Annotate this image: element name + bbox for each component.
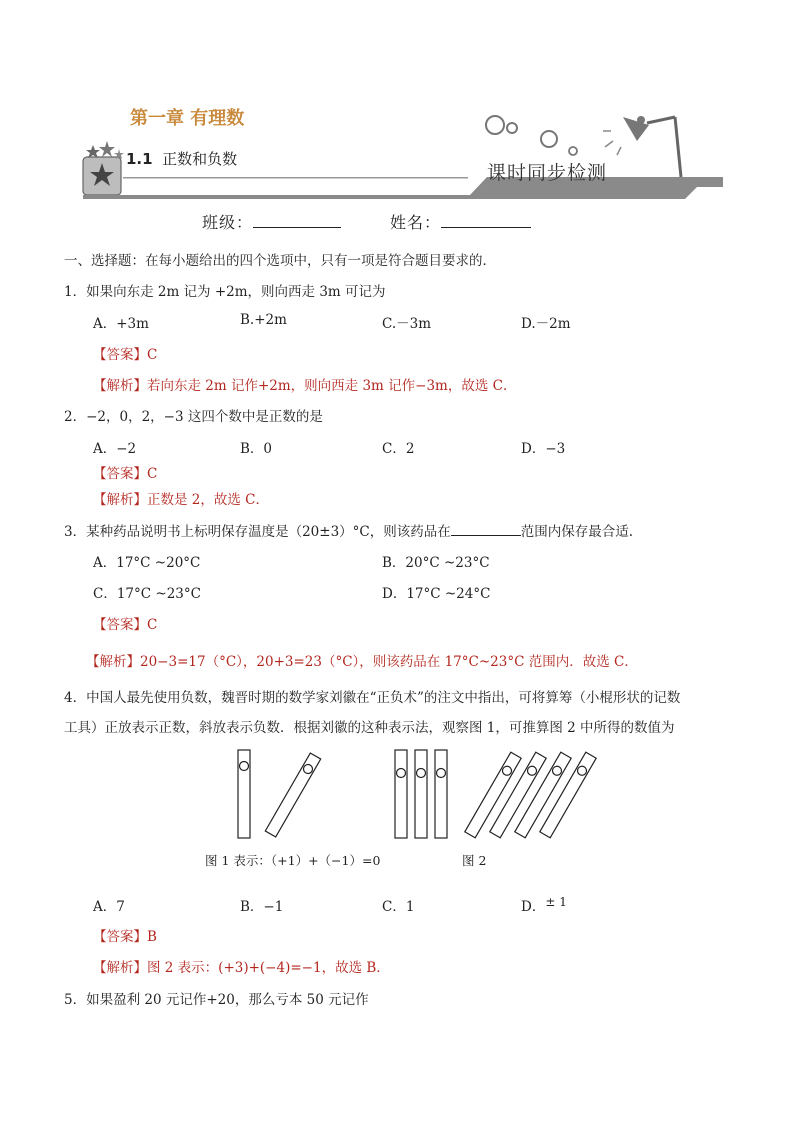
analysis-tag: 【解析】 bbox=[93, 960, 147, 976]
q2-option-c: C．2 bbox=[382, 441, 415, 457]
answer-tag: 【答案】 bbox=[93, 929, 147, 945]
q4-stem-line1: 4．中国人最先使用负数，魏晋时期的数学家刘徽在“正负术”的注文中指出，可将算筹（小棍形状的记数 bbox=[64, 690, 681, 706]
q4-stem-line2: 工具）正放表示正数，斜放表示负数．根据刘徽的这种表示法，观察图 1，可推算图 2 中所得的数值为 bbox=[64, 720, 675, 736]
analysis-tag: 【解析】 bbox=[93, 492, 147, 508]
q1-answer: 【答案】C bbox=[93, 347, 158, 363]
name-label: 姓名： bbox=[390, 213, 442, 232]
lamp-icon bbox=[603, 116, 681, 177]
q3-answer: 【答案】C bbox=[93, 617, 158, 633]
q5-stem: 5．如果盈利 20 元记作+20，那么亏本 50 元记作 bbox=[64, 992, 369, 1008]
q1-option-d: D.－2m bbox=[521, 316, 571, 332]
q1-option-b: B.+2m bbox=[240, 312, 287, 328]
q4-option-c: C．1 bbox=[382, 899, 415, 915]
class-field bbox=[202, 210, 341, 233]
star-badge-icon bbox=[83, 141, 124, 195]
answer-tag: 【答案】 bbox=[93, 466, 147, 482]
q4-option-a: A．7 bbox=[93, 899, 125, 915]
q4-option-b: B．−1 bbox=[240, 899, 284, 915]
analysis-tag: 【解析】 bbox=[86, 654, 140, 670]
fig1-upright-rod bbox=[238, 750, 250, 838]
q3-option-a: A．17°C ~20°C bbox=[93, 555, 201, 571]
analysis-tag: 【解析】 bbox=[93, 378, 147, 394]
section-intro: 一、选择题：在每小题给出的四个选项中，只有一项是符合题目要求的． bbox=[64, 253, 496, 269]
q2-stem: 2．−2，0，2，−3 这四个数中是正数的是 bbox=[64, 409, 323, 425]
name-blank[interactable] bbox=[441, 213, 531, 228]
answer-tag: 【答案】 bbox=[93, 617, 147, 633]
q3-stem: 3．某种药品说明书上标明保存温度是（20±3）°C，则该药品在 范围内保存最合适. bbox=[64, 524, 634, 540]
fig2-caption: 图 2 bbox=[462, 853, 487, 868]
q1-stem: 1．如果向东走 2m 记为 +2m，则向西走 3m 可记为 bbox=[64, 284, 386, 300]
q1-option-a: A．+3m bbox=[93, 316, 149, 332]
q1-analysis: 【解析】若向东走 2m 记作+2m，则向西走 3m 记作−3m，故选 C． bbox=[93, 378, 517, 394]
section-number: 1.1 bbox=[126, 150, 153, 168]
q2-answer: 【答案】C bbox=[93, 466, 158, 482]
q2-option-b: B．0 bbox=[240, 441, 273, 457]
fig1-caption: 图 1 表示：（+1）+（−1）=0 bbox=[205, 853, 381, 868]
q2-option-d: D．−3 bbox=[521, 441, 566, 457]
class-blank[interactable] bbox=[253, 213, 341, 228]
fig1-slanted-rod bbox=[265, 753, 320, 837]
q3-option-c: C．17°C ~23°C bbox=[93, 586, 201, 602]
q4-answer: 【答案】B bbox=[93, 929, 157, 945]
answer-tag: 【答案】 bbox=[93, 347, 147, 363]
counting-rods-figure bbox=[225, 745, 645, 845]
section-title bbox=[126, 148, 237, 169]
q3-blank[interactable] bbox=[451, 523, 521, 536]
class-label: 班级： bbox=[202, 213, 254, 232]
q4-analysis: 【解析】图 2 表示：(+3)+(−4)=−1，故选 B． bbox=[93, 960, 390, 976]
name-field bbox=[390, 210, 531, 233]
q2-analysis: 【解析】正数是 2，故选 C． bbox=[93, 492, 270, 508]
q4-option-d: D．± 1 bbox=[521, 895, 567, 915]
fig2-slanted-rods bbox=[465, 752, 596, 838]
section-name: 正数和负数 bbox=[162, 150, 238, 168]
q3-option-b: B．20°C ~23°C bbox=[382, 555, 490, 571]
q3-option-d: D．17°C ~24°C bbox=[382, 586, 491, 602]
q4-option-d-value: ± 1 bbox=[545, 895, 567, 909]
banner-title: 课时同步检测 bbox=[487, 162, 608, 184]
chapter-title: 第一章 有理数 bbox=[130, 108, 245, 129]
q3-analysis: 【解析】20−3=17（°C），20+3=23（°C），则该药品在 17°C~23°C 范围内．故选 C． bbox=[86, 654, 638, 670]
q1-option-c: C.－3m bbox=[382, 316, 432, 332]
fig2-upright-rods bbox=[395, 750, 447, 838]
q2-option-a: A．−2 bbox=[93, 441, 137, 457]
